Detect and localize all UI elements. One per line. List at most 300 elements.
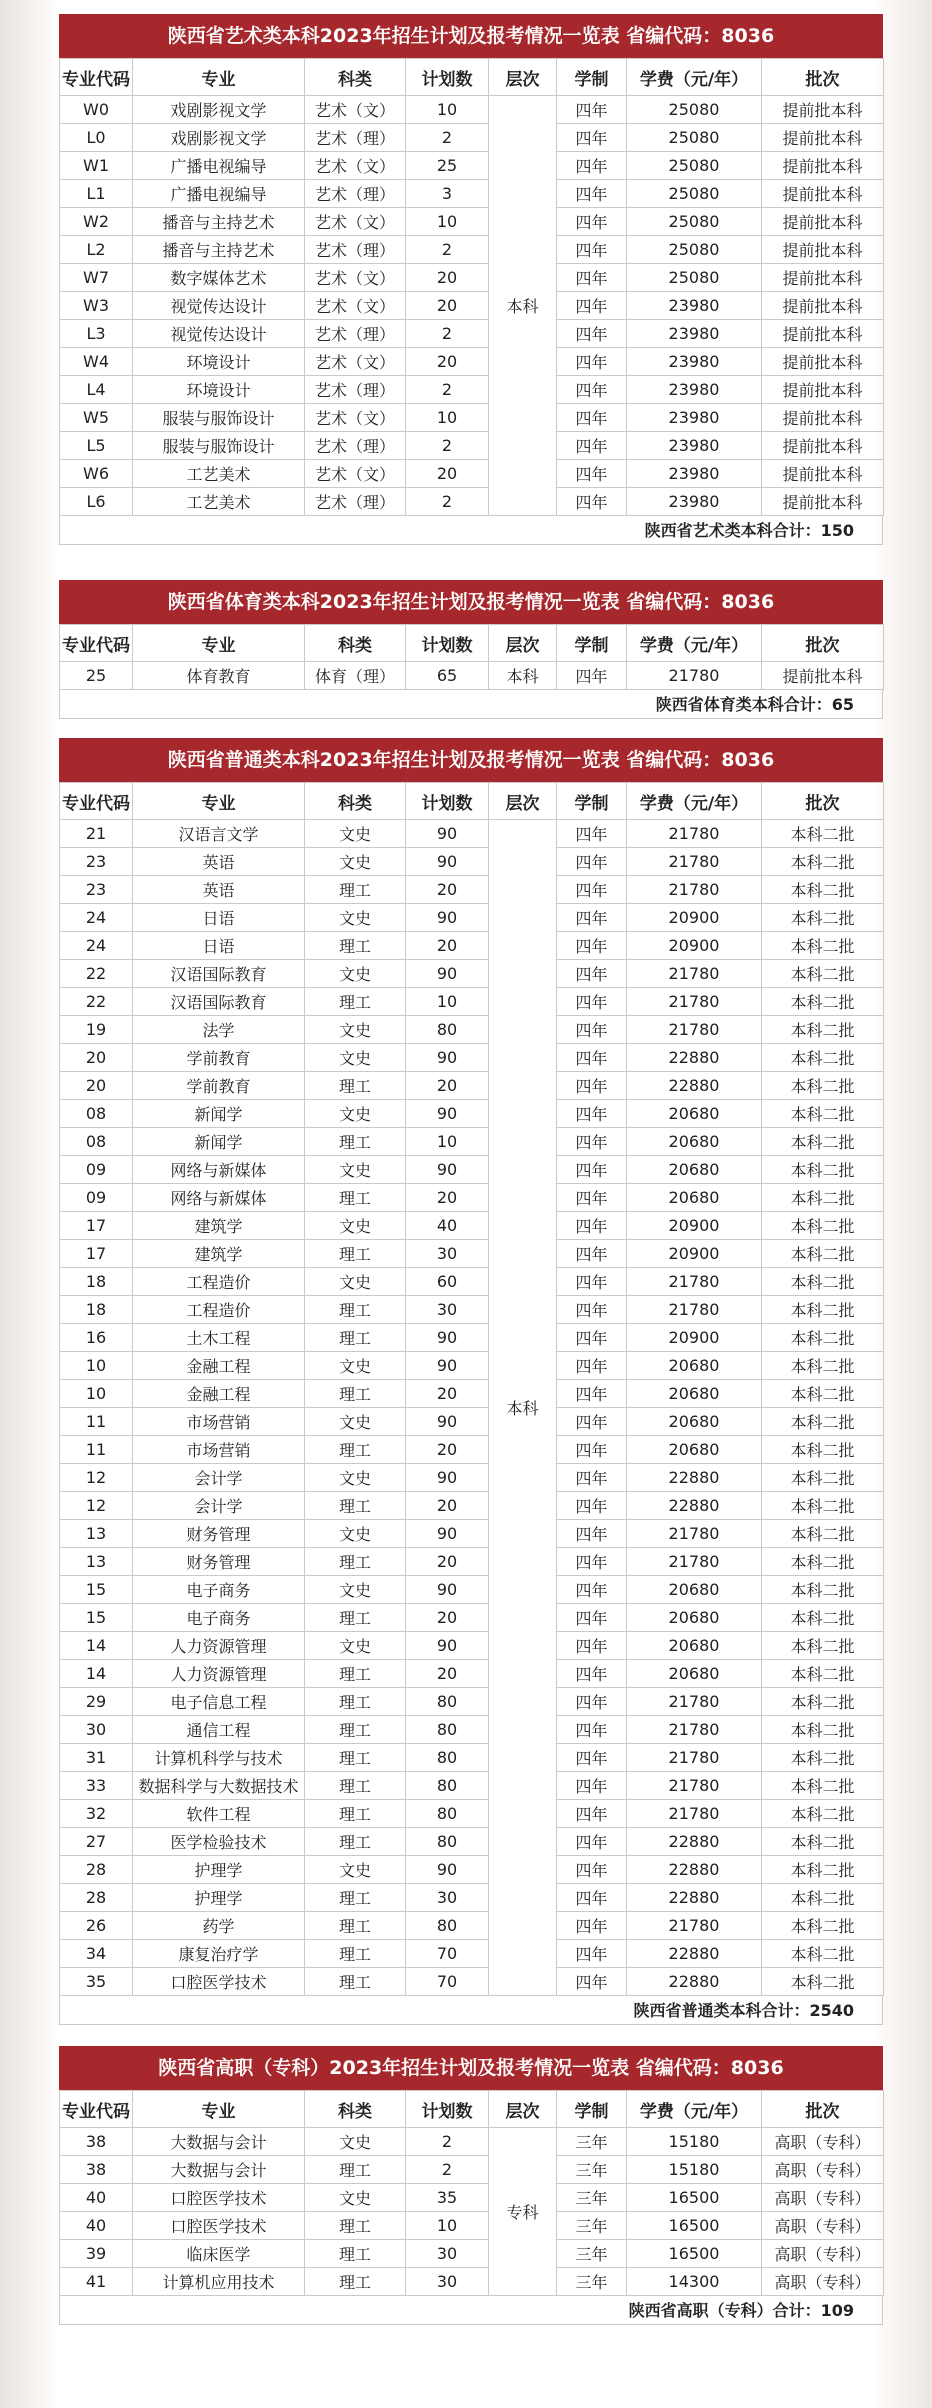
- cell-code: L6: [60, 488, 133, 516]
- cell-dur: 四年: [557, 988, 627, 1016]
- cell-major: 体育教育: [133, 662, 305, 690]
- cell-plan: 2: [406, 376, 489, 404]
- cell-plan: 90: [406, 1632, 489, 1660]
- cell-fee: 20900: [627, 1212, 762, 1240]
- cell-major: 工艺美术: [133, 460, 305, 488]
- cell-cat: 艺术（理）: [305, 488, 406, 516]
- cell-fee: 21780: [627, 1744, 762, 1772]
- column-header: 学费（元/年）: [627, 625, 762, 662]
- cell-fee: 25080: [627, 236, 762, 264]
- cell-fee: 22880: [627, 1072, 762, 1100]
- cell-fee: 21780: [627, 1912, 762, 1940]
- cell-dur: 四年: [557, 1100, 627, 1128]
- cell-dur: 四年: [557, 1744, 627, 1772]
- cell-fee: 15180: [627, 2128, 762, 2156]
- column-header: 计划数: [406, 625, 489, 662]
- enrollment-table: [59, 58, 884, 516]
- table-row: [60, 1800, 884, 1828]
- cell-code: 40: [60, 2184, 133, 2212]
- table-row: [60, 96, 884, 124]
- cell-dur: 四年: [557, 1268, 627, 1296]
- cell-fee: 20680: [627, 1100, 762, 1128]
- cell-major: 法学: [133, 1016, 305, 1044]
- cell-batch: 本科二批: [762, 848, 884, 876]
- cell-major: 口腔医学技术: [133, 2212, 305, 2240]
- cell-plan: 90: [406, 960, 489, 988]
- cell-plan: 80: [406, 1688, 489, 1716]
- cell-dur: 四年: [557, 292, 627, 320]
- table-title: 陕西省普通类本科2023年招生计划及报考情况一览表 省编代码：8036: [59, 738, 883, 782]
- cell-major: 英语: [133, 848, 305, 876]
- cell-dur: 四年: [557, 1520, 627, 1548]
- cell-dur: 四年: [557, 348, 627, 376]
- cell-fee: 21780: [627, 1268, 762, 1296]
- cell-batch: 本科二批: [762, 1660, 884, 1688]
- cell-dur: 四年: [557, 1212, 627, 1240]
- cell-fee: 25080: [627, 96, 762, 124]
- cell-fee: 21780: [627, 1716, 762, 1744]
- cell-dur: 四年: [557, 1184, 627, 1212]
- cell-code: L0: [60, 124, 133, 152]
- cell-cat: 文史: [305, 1464, 406, 1492]
- cell-code: L3: [60, 320, 133, 348]
- cell-fee: 22880: [627, 1828, 762, 1856]
- cell-dur: 三年: [557, 2240, 627, 2268]
- cell-cat: 文史: [305, 1576, 406, 1604]
- cell-major: 日语: [133, 932, 305, 960]
- cell-plan: 80: [406, 1016, 489, 1044]
- cell-code: 18: [60, 1268, 133, 1296]
- cell-cat: 理工: [305, 1380, 406, 1408]
- cell-dur: 四年: [557, 1800, 627, 1828]
- table-title: 陕西省艺术类本科2023年招生计划及报考情况一览表 省编代码：8036: [59, 14, 883, 58]
- cell-major: 会计学: [133, 1492, 305, 1520]
- cell-batch: 本科二批: [762, 1128, 884, 1156]
- cell-batch: 本科二批: [762, 1296, 884, 1324]
- cell-fee: 21780: [627, 1548, 762, 1576]
- cell-fee: 22880: [627, 1968, 762, 1996]
- table-row: [60, 180, 884, 208]
- cell-code: 24: [60, 932, 133, 960]
- cell-fee: 25080: [627, 264, 762, 292]
- cell-cat: 文史: [305, 1268, 406, 1296]
- cell-batch: 本科二批: [762, 1884, 884, 1912]
- cell-code: 09: [60, 1156, 133, 1184]
- cell-plan: 40: [406, 1212, 489, 1240]
- cell-major: 广播电视编导: [133, 180, 305, 208]
- cell-code: 23: [60, 876, 133, 904]
- cell-batch: 提前批本科: [762, 292, 884, 320]
- cell-dur: 四年: [557, 1772, 627, 1800]
- table-row: [60, 1884, 884, 1912]
- table-row: [60, 488, 884, 516]
- table-row: [60, 876, 884, 904]
- cell-major: 药学: [133, 1912, 305, 1940]
- cell-code: 22: [60, 988, 133, 1016]
- cell-plan: 20: [406, 1492, 489, 1520]
- cell-code: 24: [60, 904, 133, 932]
- cell-dur: 四年: [557, 1464, 627, 1492]
- level-cell: 专科: [489, 2128, 557, 2296]
- cell-plan: 20: [406, 264, 489, 292]
- cell-batch: 本科二批: [762, 932, 884, 960]
- cell-plan: 20: [406, 1380, 489, 1408]
- cell-code: 27: [60, 1828, 133, 1856]
- enrollment-table: [59, 2090, 884, 2296]
- cell-code: 20: [60, 1072, 133, 1100]
- cell-cat: 文史: [305, 1044, 406, 1072]
- table-row: [60, 1492, 884, 1520]
- table-section-sports: [59, 580, 883, 719]
- table-row: [60, 236, 884, 264]
- cell-code: L2: [60, 236, 133, 264]
- table-row: [60, 1212, 884, 1240]
- cell-dur: 三年: [557, 2212, 627, 2240]
- cell-code: 10: [60, 1352, 133, 1380]
- cell-batch: 提前批本科: [762, 460, 884, 488]
- cell-code: 20: [60, 1044, 133, 1072]
- cell-plan: 20: [406, 1436, 489, 1464]
- cell-dur: 四年: [557, 180, 627, 208]
- cell-cat: 理工: [305, 1884, 406, 1912]
- cell-dur: 四年: [557, 1548, 627, 1576]
- cell-code: W7: [60, 264, 133, 292]
- level-cell: 本科: [489, 820, 557, 1996]
- cell-fee: 21780: [627, 876, 762, 904]
- cell-code: W2: [60, 208, 133, 236]
- cell-major: 医学检验技术: [133, 1828, 305, 1856]
- table-row: [60, 1940, 884, 1968]
- cell-code: W4: [60, 348, 133, 376]
- cell-batch: 本科二批: [762, 1856, 884, 1884]
- cell-dur: 四年: [557, 1352, 627, 1380]
- cell-batch: 高职（专科）: [762, 2128, 884, 2156]
- cell-major: 工程造价: [133, 1296, 305, 1324]
- cell-cat: 理工: [305, 1940, 406, 1968]
- table-row: [60, 1072, 884, 1100]
- cell-fee: 21780: [627, 960, 762, 988]
- table-row: [60, 264, 884, 292]
- cell-code: 26: [60, 1912, 133, 1940]
- cell-code: 08: [60, 1128, 133, 1156]
- cell-major: 口腔医学技术: [133, 2184, 305, 2212]
- cell-fee: 20680: [627, 1632, 762, 1660]
- cell-major: 数据科学与大数据技术: [133, 1772, 305, 1800]
- cell-cat: 理工: [305, 2212, 406, 2240]
- table-row: [60, 960, 884, 988]
- cell-major: 汉语言文学: [133, 820, 305, 848]
- cell-code: L5: [60, 432, 133, 460]
- cell-cat: 理工: [305, 1744, 406, 1772]
- table-row: [60, 432, 884, 460]
- cell-plan: 2: [406, 432, 489, 460]
- table-row: [60, 1016, 884, 1044]
- cell-dur: 四年: [557, 1940, 627, 1968]
- cell-code: 12: [60, 1464, 133, 1492]
- cell-fee: 23980: [627, 488, 762, 516]
- table-row: [60, 152, 884, 180]
- cell-code: 19: [60, 1016, 133, 1044]
- cell-fee: 20680: [627, 1604, 762, 1632]
- cell-batch: 本科二批: [762, 820, 884, 848]
- cell-cat: 艺术（文）: [305, 208, 406, 236]
- cell-batch: 本科二批: [762, 1492, 884, 1520]
- cell-fee: 21780: [627, 1520, 762, 1548]
- cell-dur: 四年: [557, 1856, 627, 1884]
- cell-cat: 艺术（文）: [305, 460, 406, 488]
- column-header: 专业: [133, 2091, 305, 2128]
- column-header: 专业代码: [60, 59, 133, 96]
- cell-major: 大数据与会计: [133, 2156, 305, 2184]
- cell-fee: 23980: [627, 292, 762, 320]
- cell-batch: 高职（专科）: [762, 2268, 884, 2296]
- cell-fee: 16500: [627, 2240, 762, 2268]
- cell-fee: 20900: [627, 904, 762, 932]
- table-section-general: [59, 738, 883, 2025]
- table-header-row: [60, 625, 884, 662]
- cell-code: 21: [60, 820, 133, 848]
- cell-code: 34: [60, 1940, 133, 1968]
- cell-cat: 艺术（文）: [305, 404, 406, 432]
- cell-plan: 2: [406, 2128, 489, 2156]
- cell-major: 市场营销: [133, 1436, 305, 1464]
- table-summary: 陕西省普通类本科合计：2540: [59, 1996, 883, 2025]
- cell-major: 工程造价: [133, 1268, 305, 1296]
- table-summary: 陕西省体育类本科合计：65: [59, 690, 883, 719]
- cell-fee: 22880: [627, 1856, 762, 1884]
- cell-cat: 文史: [305, 1520, 406, 1548]
- cell-major: 环境设计: [133, 376, 305, 404]
- cell-fee: 20680: [627, 1660, 762, 1688]
- cell-major: 人力资源管理: [133, 1632, 305, 1660]
- table-row: [60, 460, 884, 488]
- cell-cat: 理工: [305, 932, 406, 960]
- cell-plan: 20: [406, 292, 489, 320]
- cell-major: 网络与新媒体: [133, 1184, 305, 1212]
- cell-plan: 90: [406, 1156, 489, 1184]
- cell-major: 计算机科学与技术: [133, 1744, 305, 1772]
- cell-fee: 21780: [627, 662, 762, 690]
- column-header: 科类: [305, 59, 406, 96]
- cell-fee: 20900: [627, 1240, 762, 1268]
- cell-dur: 四年: [557, 236, 627, 264]
- cell-cat: 文史: [305, 1212, 406, 1240]
- cell-plan: 20: [406, 1072, 489, 1100]
- table-header-row: [60, 783, 884, 820]
- table-row: [60, 988, 884, 1016]
- table-row: [60, 124, 884, 152]
- cell-dur: 四年: [557, 1128, 627, 1156]
- cell-code: 38: [60, 2156, 133, 2184]
- cell-dur: 四年: [557, 152, 627, 180]
- column-header: 专业: [133, 59, 305, 96]
- cell-dur: 四年: [557, 1436, 627, 1464]
- cell-code: 25: [60, 662, 133, 690]
- cell-code: 38: [60, 2128, 133, 2156]
- cell-cat: 艺术（文）: [305, 264, 406, 292]
- cell-code: 13: [60, 1548, 133, 1576]
- cell-code: 39: [60, 2240, 133, 2268]
- table-row: [60, 1604, 884, 1632]
- cell-code: L4: [60, 376, 133, 404]
- cell-plan: 80: [406, 1828, 489, 1856]
- cell-fee: 16500: [627, 2212, 762, 2240]
- table-row: [60, 820, 884, 848]
- cell-dur: 四年: [557, 1016, 627, 1044]
- cell-cat: 理工: [305, 2268, 406, 2296]
- table-header-row: [60, 59, 884, 96]
- cell-cat: 理工: [305, 1604, 406, 1632]
- cell-plan: 20: [406, 1660, 489, 1688]
- cell-code: 11: [60, 1408, 133, 1436]
- cell-fee: 25080: [627, 208, 762, 236]
- cell-fee: 23980: [627, 376, 762, 404]
- cell-batch: 本科二批: [762, 1044, 884, 1072]
- cell-dur: 四年: [557, 1884, 627, 1912]
- cell-plan: 80: [406, 1912, 489, 1940]
- cell-plan: 30: [406, 1240, 489, 1268]
- cell-major: 英语: [133, 876, 305, 904]
- cell-plan: 10: [406, 2212, 489, 2240]
- column-header: 科类: [305, 625, 406, 662]
- column-header: 专业: [133, 783, 305, 820]
- cell-batch: 本科二批: [762, 904, 884, 932]
- cell-plan: 30: [406, 2268, 489, 2296]
- table-row: [60, 404, 884, 432]
- cell-code: 41: [60, 2268, 133, 2296]
- cell-code: 14: [60, 1660, 133, 1688]
- table-row: [60, 1660, 884, 1688]
- table-row: [60, 1912, 884, 1940]
- cell-dur: 四年: [557, 264, 627, 292]
- cell-fee: 25080: [627, 124, 762, 152]
- cell-batch: 本科二批: [762, 1548, 884, 1576]
- cell-code: 17: [60, 1212, 133, 1240]
- cell-plan: 65: [406, 662, 489, 690]
- cell-batch: 高职（专科）: [762, 2240, 884, 2268]
- cell-cat: 理工: [305, 1716, 406, 1744]
- cell-batch: 本科二批: [762, 876, 884, 904]
- table-section-art: [59, 14, 883, 545]
- cell-dur: 四年: [557, 1324, 627, 1352]
- enrollment-table: [59, 782, 884, 1996]
- cell-dur: 四年: [557, 376, 627, 404]
- level-cell: 本科: [489, 96, 557, 516]
- cell-cat: 理工: [305, 1324, 406, 1352]
- column-header: 学制: [557, 783, 627, 820]
- cell-cat: 艺术（文）: [305, 96, 406, 124]
- cell-fee: 25080: [627, 180, 762, 208]
- cell-fee: 21780: [627, 1772, 762, 1800]
- cell-code: 33: [60, 1772, 133, 1800]
- cell-batch: 提前批本科: [762, 348, 884, 376]
- cell-plan: 20: [406, 932, 489, 960]
- cell-dur: 四年: [557, 820, 627, 848]
- column-header: 批次: [762, 783, 884, 820]
- cell-plan: 2: [406, 236, 489, 264]
- cell-plan: 2: [406, 320, 489, 348]
- cell-plan: 30: [406, 1884, 489, 1912]
- cell-fee: 23980: [627, 432, 762, 460]
- cell-cat: 文史: [305, 820, 406, 848]
- cell-batch: 本科二批: [762, 1324, 884, 1352]
- cell-batch: 提前批本科: [762, 432, 884, 460]
- cell-fee: 21780: [627, 820, 762, 848]
- cell-dur: 三年: [557, 2128, 627, 2156]
- table-row: [60, 1632, 884, 1660]
- cell-dur: 四年: [557, 1912, 627, 1940]
- cell-fee: 15180: [627, 2156, 762, 2184]
- column-header: 专业: [133, 625, 305, 662]
- cell-cat: 艺术（理）: [305, 320, 406, 348]
- cell-batch: 提前批本科: [762, 236, 884, 264]
- cell-major: 电子商务: [133, 1604, 305, 1632]
- cell-batch: 本科二批: [762, 988, 884, 1016]
- cell-dur: 四年: [557, 932, 627, 960]
- cell-batch: 本科二批: [762, 1800, 884, 1828]
- cell-fee: 23980: [627, 404, 762, 432]
- cell-major: 金融工程: [133, 1380, 305, 1408]
- cell-dur: 四年: [557, 1632, 627, 1660]
- cell-plan: 10: [406, 404, 489, 432]
- cell-plan: 90: [406, 1576, 489, 1604]
- column-header: 科类: [305, 783, 406, 820]
- cell-plan: 30: [406, 2240, 489, 2268]
- cell-cat: 理工: [305, 1296, 406, 1324]
- cell-plan: 3: [406, 180, 489, 208]
- cell-fee: 21780: [627, 1016, 762, 1044]
- cell-code: 32: [60, 1800, 133, 1828]
- cell-batch: 提前批本科: [762, 96, 884, 124]
- cell-batch: 本科二批: [762, 1380, 884, 1408]
- table-row: [60, 1352, 884, 1380]
- column-header: 计划数: [406, 2091, 489, 2128]
- table-row: [60, 348, 884, 376]
- table-section-vocational: [59, 2046, 883, 2325]
- cell-plan: 70: [406, 1968, 489, 1996]
- cell-major: 汉语国际教育: [133, 960, 305, 988]
- cell-dur: 四年: [557, 1716, 627, 1744]
- table-row: [60, 1856, 884, 1884]
- cell-fee: 21780: [627, 1296, 762, 1324]
- cell-cat: 文史: [305, 1632, 406, 1660]
- cell-plan: 90: [406, 1408, 489, 1436]
- table-row: [60, 904, 884, 932]
- cell-code: 28: [60, 1884, 133, 1912]
- cell-plan: 30: [406, 1296, 489, 1324]
- table-row: [60, 1408, 884, 1436]
- cell-code: W0: [60, 96, 133, 124]
- cell-code: 28: [60, 1856, 133, 1884]
- cell-plan: 80: [406, 1800, 489, 1828]
- cell-plan: 80: [406, 1772, 489, 1800]
- cell-code: 17: [60, 1240, 133, 1268]
- cell-major: 财务管理: [133, 1520, 305, 1548]
- cell-cat: 艺术（文）: [305, 292, 406, 320]
- cell-cat: 艺术（理）: [305, 432, 406, 460]
- cell-major: 软件工程: [133, 1800, 305, 1828]
- cell-dur: 三年: [557, 2268, 627, 2296]
- cell-fee: 23980: [627, 320, 762, 348]
- cell-cat: 文史: [305, 960, 406, 988]
- cell-code: W3: [60, 292, 133, 320]
- page-background-left: [0, 0, 60, 2408]
- cell-code: 09: [60, 1184, 133, 1212]
- cell-batch: 本科二批: [762, 1212, 884, 1240]
- table-summary: 陕西省艺术类本科合计：150: [59, 516, 883, 545]
- table-row: [60, 1688, 884, 1716]
- column-header: 专业代码: [60, 783, 133, 820]
